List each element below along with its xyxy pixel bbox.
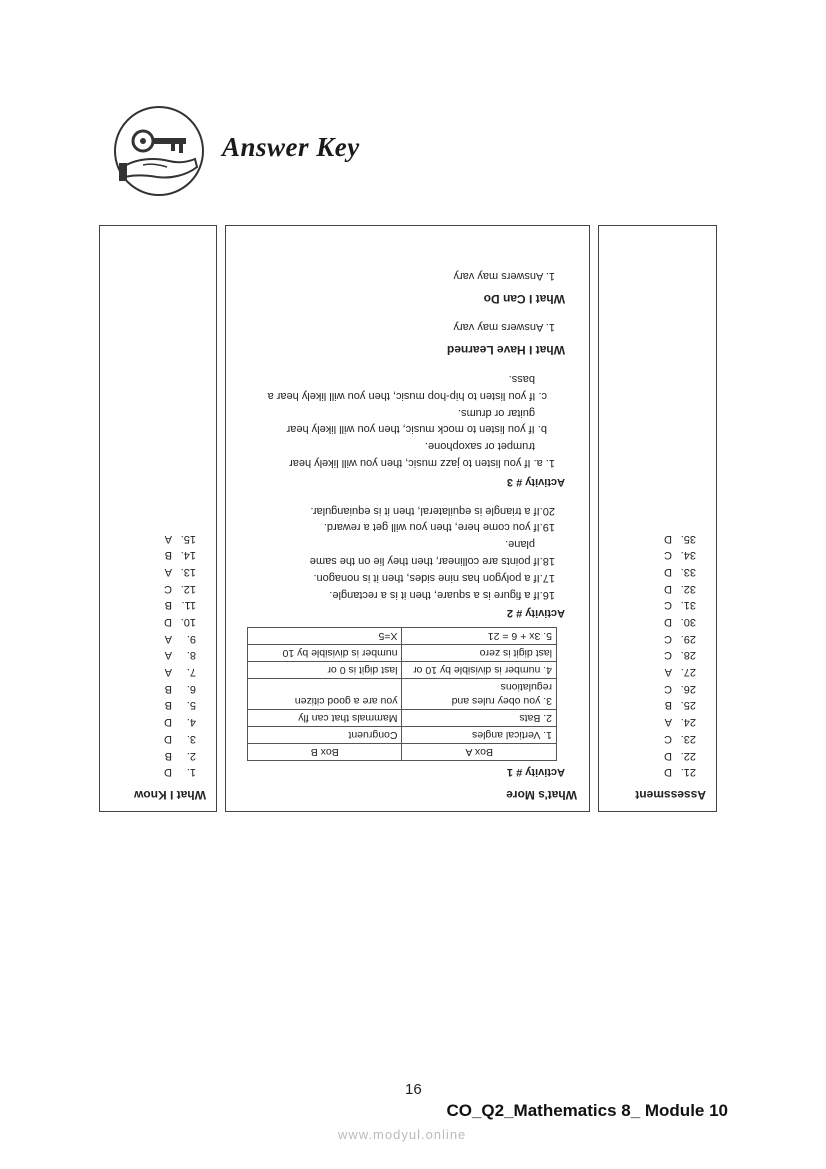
activity2-line: 17.If a polygon has nine sides, then it is nonagon. (313, 571, 555, 584)
activity1-label: Activity # 1 (506, 766, 565, 779)
table-row: 2. Bats Mammals that can fly (248, 710, 557, 727)
list-item: 35.D (664, 532, 696, 545)
table-row: 3. you obey rules and regulations you are a good citizen (248, 679, 557, 710)
list-item: 8.A (164, 649, 196, 662)
list-item: 4.D (164, 716, 196, 729)
activity3-line: guitar or drums. (457, 406, 535, 419)
what-i-have-learned-answer: 1. Answers may vary (453, 321, 555, 334)
what-i-know-panel (99, 225, 217, 812)
module-footer: CO_Q2_Mathematics 8_ Module 10 (446, 1101, 728, 1120)
what-i-have-learned-heading: What I Have Learned (446, 343, 565, 358)
activity3-line: c. If you listen to hip-hop music, then you will likely hear a (267, 389, 547, 402)
activity3-label: Activity # 3 (506, 475, 565, 488)
what-i-can-do-heading: What I Can Do (483, 291, 565, 306)
what-i-have-learned-block (236, 319, 579, 359)
list-item: 6.B (164, 682, 196, 695)
table-row: 1. Vertical angles Congruent (248, 727, 557, 744)
table-row: last digit is zero number is divisible by 10 (248, 645, 557, 662)
list-item: 1.D (164, 766, 196, 779)
list-item: 28.C (664, 649, 696, 662)
list-item: 23.C (664, 732, 696, 745)
list-item: 10.D (164, 616, 196, 629)
activity1-table (247, 627, 557, 761)
activity2-block (236, 502, 579, 622)
activity2-line: 18.If points are collinear, then they lie on the same (309, 555, 555, 568)
list-item: 9.A (164, 632, 196, 645)
activity2-line: 20.If a triangle is equilateral, then it is equiangular. (310, 504, 555, 517)
whats-more-heading: What's More (506, 788, 577, 802)
list-item: 12.C (164, 582, 196, 595)
list-item: 14.B (164, 549, 196, 562)
assessment-heading: Assessment (635, 788, 706, 802)
list-item: 7.A (164, 666, 196, 679)
activity3-line: bass. (508, 373, 535, 386)
whats-more-panel (225, 225, 590, 812)
list-item: 2.B (164, 749, 196, 762)
list-item: 30.D (664, 616, 696, 629)
list-item: 32.D (664, 582, 696, 595)
list-item: 29.C (664, 632, 696, 645)
table-row: Box A Box B (248, 744, 557, 761)
list-item: 24.A (664, 716, 696, 729)
activity3-line: b. If you listen to mock music, then you will likely hear (286, 423, 547, 436)
list-item: 11.B (164, 599, 196, 612)
what-i-know-list (110, 530, 206, 780)
table-row: 5. 3x + 6 = 21 X=5 (248, 628, 557, 645)
what-i-know-heading: What I Know (134, 788, 206, 802)
activity2-label: Activity # 2 (506, 607, 565, 620)
list-item: 13.A (164, 565, 196, 578)
watermark: www.modyul.online (338, 1127, 467, 1142)
page-title: Answer Key (222, 132, 360, 162)
what-i-can-do-answer: 1. Answers may vary (453, 269, 555, 282)
assessment-panel (598, 225, 717, 812)
activity3-block (236, 370, 579, 490)
list-item: 26.C (664, 682, 696, 695)
list-item: 21.D (664, 766, 696, 779)
table-row: 4. number is divisible by 10 or last digit is 0 or (248, 662, 557, 679)
list-item: 34.C (664, 549, 696, 562)
list-item: 31.C (664, 599, 696, 612)
list-item: 33.D (664, 565, 696, 578)
list-item: 15.A (164, 532, 196, 545)
page-number: 16 (405, 1081, 422, 1098)
activity3-line: trumpet or saxophone. (424, 440, 535, 453)
list-item: 27.A (664, 666, 696, 679)
assessment-list (609, 530, 706, 780)
activity3-line: 1. a. If you listen to jazz music, then you will likely hear (289, 457, 555, 470)
list-item: 22.D (664, 749, 696, 762)
key-in-hand-icon (113, 105, 205, 197)
activity2-line: plane. (505, 538, 535, 551)
activity2-line: 19.If you come here, then you will get a reward. (323, 521, 555, 534)
list-item: 3.D (164, 732, 196, 745)
list-item: 25.B (664, 699, 696, 712)
list-item: 5.B (164, 699, 196, 712)
what-i-can-do-block (236, 267, 579, 307)
activity2-line: 16.If a figure is a square, then it is a rectangle. (329, 588, 555, 601)
